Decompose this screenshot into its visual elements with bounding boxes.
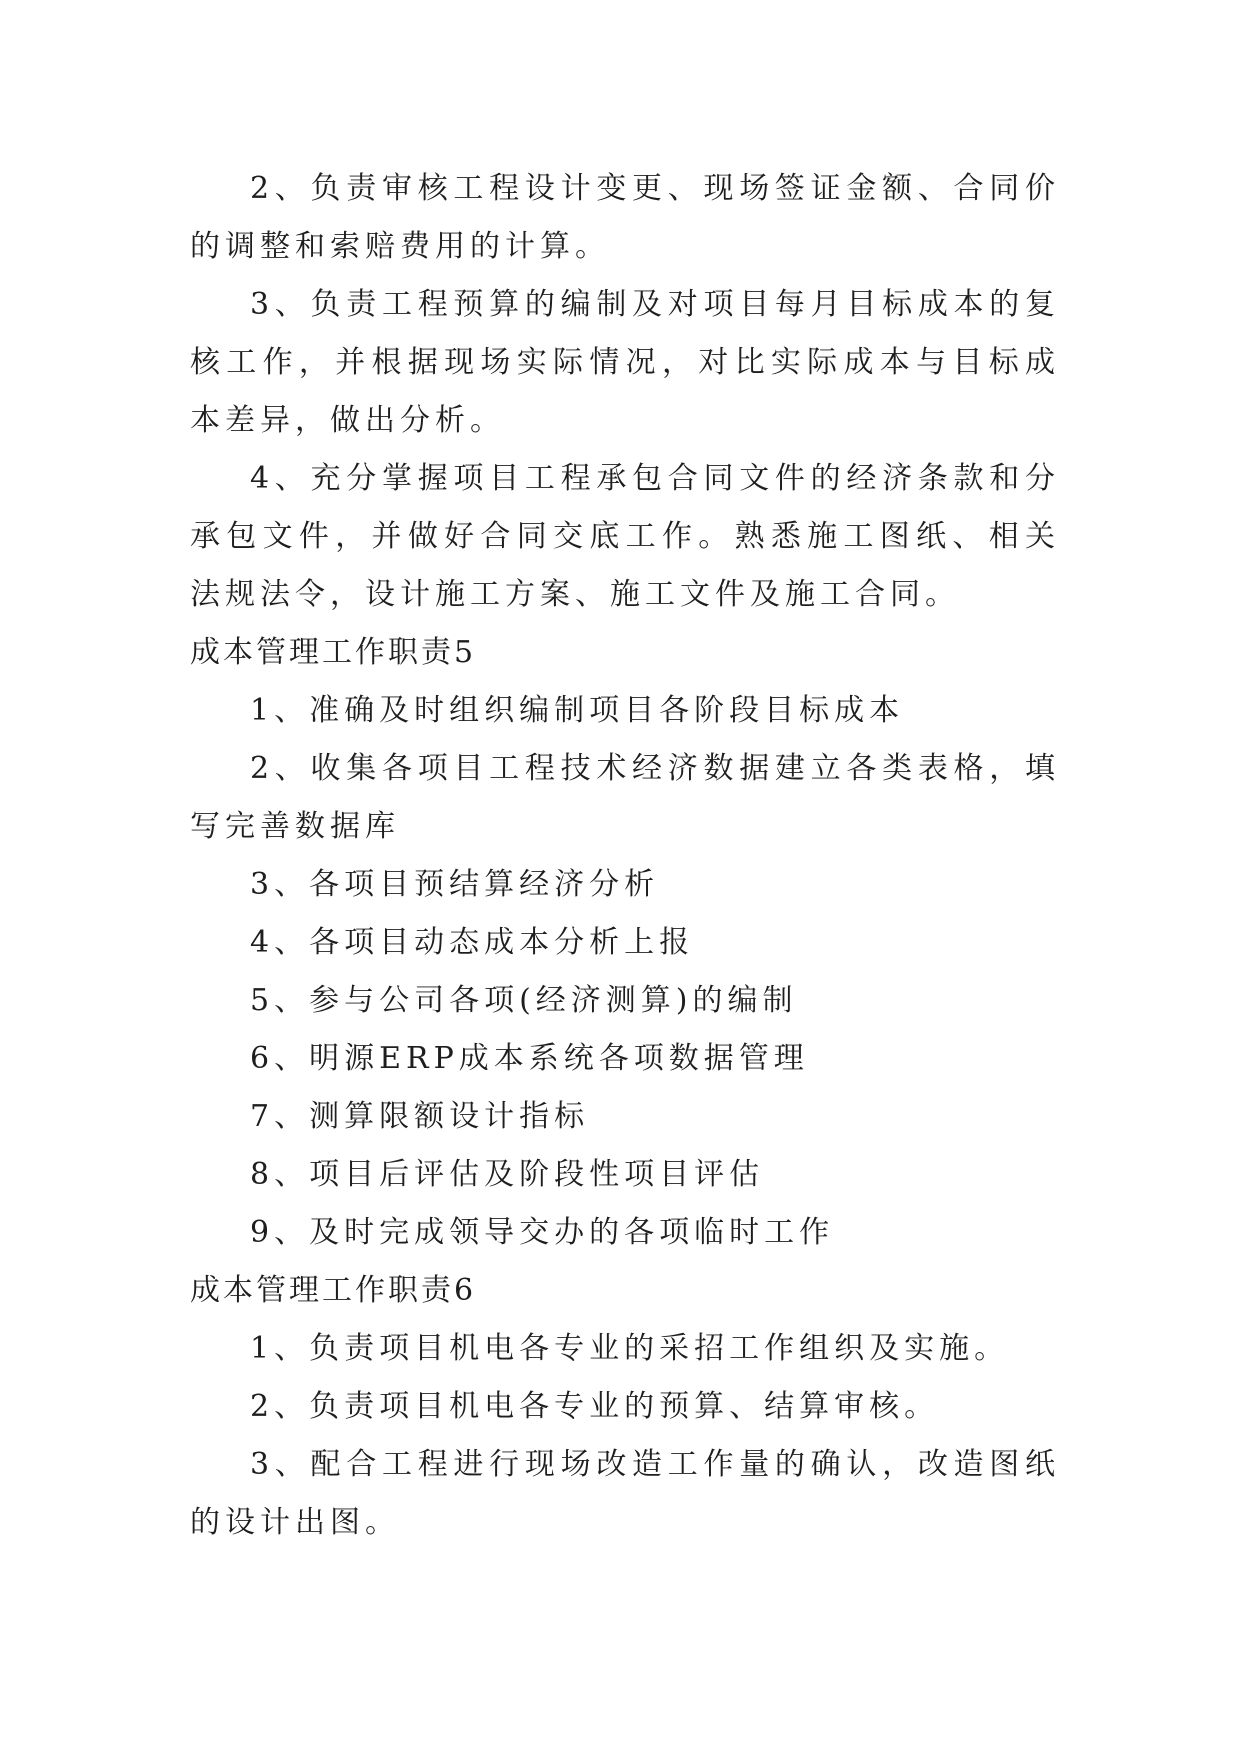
para-prev-4: 4、充分掌握项目工程承包合同文件的经济条款和分承包文件，并做好合同交底工作。熟悉施工图纸、相关法规法令，设计施工方案、施工文件及施工合同。 — [190, 461, 1060, 612]
para-s5-5: 5、参与公司各项(经济测算)的编制 — [250, 983, 798, 1018]
para-s5-2: 2、收集各项目工程技术经济数据建立各类表格，填写完善数据库 — [190, 751, 1060, 844]
para-s5-3: 3、各项目预结算经济分析 — [250, 867, 660, 902]
para-s5-4: 4、各项目动态成本分析上报 — [250, 925, 695, 960]
para-prev-3: 3、负责工程预算的编制及对项目每月目标成本的复核工作，并根据现场实际情况，对比实际成本与目标成本差异，做出分析。 — [190, 287, 1060, 438]
para-s5-6: 6、明源ERP成本系统各项数据管理 — [250, 1041, 809, 1076]
section-heading-5: 成本管理工作职责5 — [190, 635, 477, 670]
para-s5-9: 9、及时完成领导交办的各项临时工作 — [250, 1215, 835, 1250]
document-body — [190, 160, 1060, 1552]
para-s5-7: 7、测算限额设计指标 — [250, 1099, 590, 1134]
para-prev-2: 2、负责审核工程设计变更、现场签证金额、合同价的调整和索赔费用的计算。 — [190, 171, 1060, 264]
para-s5-1: 1、准确及时组织编制项目各阶段目标成本 — [250, 693, 905, 728]
para-s6-2: 2、负责项目机电各专业的预算、结算审核。 — [250, 1389, 940, 1424]
section-heading-6: 成本管理工作职责6 — [190, 1273, 477, 1308]
para-s6-3: 3、配合工程进行现场改造工作量的确认，改造图纸的设计出图。 — [190, 1447, 1060, 1540]
para-s6-1: 1、负责项目机电各专业的采招工作组织及实施。 — [250, 1331, 1010, 1366]
para-s5-8: 8、项目后评估及阶段性项目评估 — [250, 1157, 765, 1192]
